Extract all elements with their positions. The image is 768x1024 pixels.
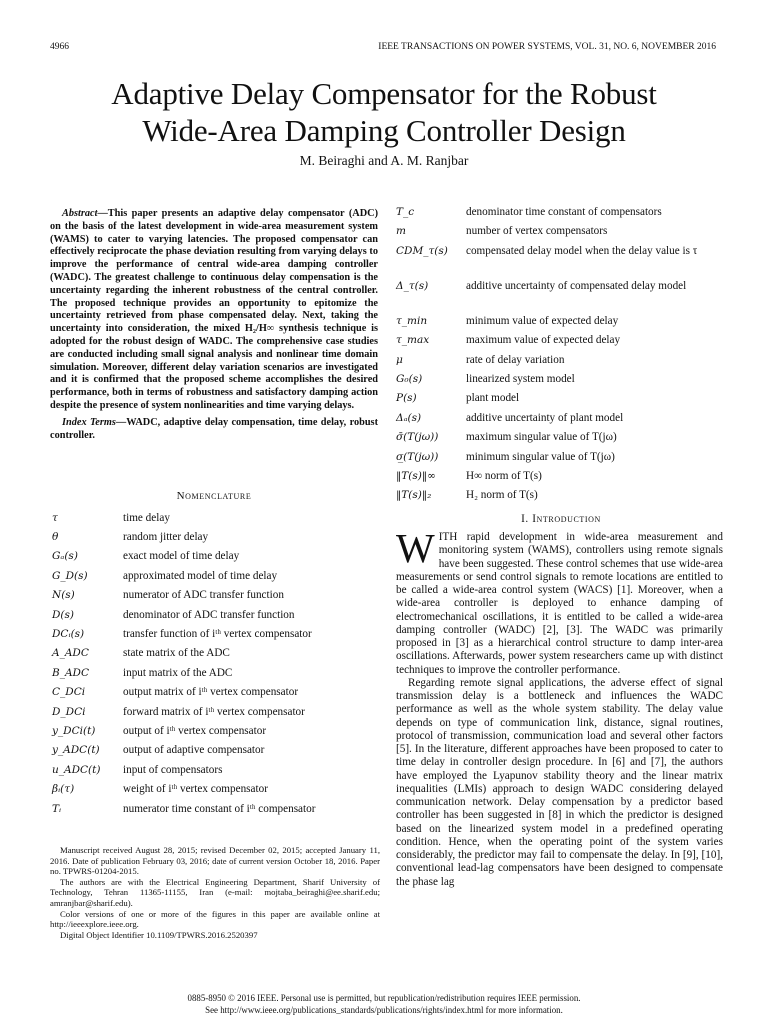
nomenclature-symbol: u_ADC(t)	[52, 763, 101, 776]
intro-paragraph-2: Regarding remote signal applications, the adverse effect of signal transmission delay is a bottleneck and influences the WADC performance as well as the whole system stability. The delay value depends on type of communication link, distance, signal routines, protocol of transmission, communication load and several other factors [5]. In the literature, different approaches have been proposed to cater to time delay in controller design procedure. In [6] and [7], the authors have employed the Lyapunov stability theory and the linear matrix inequalities (LMIs) approach to design WADC considering delayed communication network. Delay compensation by a predictor based controller has been suggested in [8] in which the predictor is designed based on the linearized system model in a predefined operating condition. Hence, when the operating point of the system varies considerably, the predictor may fail to compensate the delay. In [9], [10], conventional lead-lag compensators have been designed to compensate the phase lag	[396, 676, 723, 888]
footnote-manuscript: Manuscript received August 28, 2015; revised December 02, 2015; accepted January 11, 2016. Date of publication February 03, 2016; date of current version October 18, 2016. Paper no. TPWRS-01204-2015.	[50, 845, 380, 877]
nomenclature-definition: H∞ norm of T(s)	[466, 469, 542, 482]
nomenclature-definition: numerator of ADC transfer function	[123, 589, 284, 602]
nomenclature-definition: minimum value of expected delay	[466, 314, 619, 327]
nomenclature-symbol: P(s)	[396, 392, 417, 405]
nomenclature-definition: output of iᵗʰ vertex compensator	[123, 724, 267, 737]
nomenclature-symbol: T_c	[396, 206, 415, 218]
page-number: 4966	[50, 42, 69, 52]
footnotes	[50, 845, 380, 940]
abstract	[50, 208, 378, 442]
nomenclature-symbol: N(s)	[52, 589, 75, 602]
footnote-authors: The authors are with the Electrical Engineering Department, Sharif University of Technology, Tehran 11365-11155, Iran (e-mail: mojtaba_beiraghi@ee.sharif.edu; amranjbar@sharif.edu).	[50, 876, 380, 908]
nomenclature-row	[52, 779, 382, 798]
nomenclature-definition: plant model	[466, 392, 520, 405]
nomenclature-definition: forward matrix of iᵗʰ vertex compensator	[123, 705, 305, 718]
nomenclature-symbol: θ	[52, 531, 59, 544]
abstract-label: Abstract	[62, 208, 98, 219]
nomenclature-row	[396, 370, 726, 389]
nomenclature-definition: output matrix of iᵗʰ vertex compensator	[123, 686, 299, 699]
copyright-notice	[0, 993, 768, 1016]
nomenclature-title: Nomenclature	[176, 490, 252, 502]
section-title-introduction: I. Introduction	[521, 513, 601, 525]
nomenclature-symbol: Gₐ(s)	[52, 550, 78, 563]
nomenclature-definition: number of vertex compensators	[466, 225, 608, 238]
nomenclature-definition: time delay	[123, 511, 170, 524]
index-terms-text: —WADC, adaptive delay compensation, time delay, robust controller.	[50, 416, 378, 441]
nomenclature-symbol: τ	[52, 511, 58, 524]
nomenclature-row	[396, 389, 726, 408]
footnote-doi: Digital Object Identifier 10.1109/TPWRS.2016.2520397	[60, 929, 258, 940]
nomenclature-symbol: CDM_τ(s)	[396, 244, 448, 257]
abstract-text: —This paper presents an adaptive delay compensator (ADC) on the basis of the latest development in wide-area measurement system (WAMS) to cater to varying latencies. The proposed compensator can effectively reciprocate the phase deviation resulting from varying delays to improve the performance of central wide-area damping controller (WADC). The greatest challenge to continuous delay compensation is the uncertainty regarding the inherent robustness of the central controller. The proposed technique provides an opportunity to epitomize the uncertainty retrieved from phase compensated delay. Next, taking the uncertainty into consideration, the mixed H₂/H∞ synthesis technique is adopted for the robust design of WADC. The comprehensive case studies are conducted including small signal analysis and nonlinear time domain simulation. Moreover, different delay variation scenarios are investigated and it is confirmed that the proposed scheme accomplishes the desired performance, both in terms of robustness and satisfactory damping action despite the presence of system nonlinearities and time varying delays.	[50, 208, 378, 411]
nomenclature-symbol: Δₐ(s)	[396, 411, 422, 424]
nomenclature-row	[396, 242, 726, 277]
nomenclature-definition: input matrix of the ADC	[123, 666, 233, 679]
nomenclature-list-left	[52, 508, 382, 818]
nomenclature-row	[52, 663, 382, 682]
nomenclature-definition: additive uncertainty of compensated delay model	[466, 279, 687, 292]
intro-paragraph-1	[396, 525, 723, 677]
nomenclature-definition: compensated delay model when the delay value is τ	[466, 244, 698, 257]
journal-header: IEEE TRANSACTIONS ON POWER SYSTEMS, VOL. 31, NO. 6, NOVEMBER 2016	[378, 42, 716, 52]
nomenclature-definition: rate of delay variation	[466, 353, 565, 366]
nomenclature-symbol: B_ADC	[52, 666, 90, 679]
nomenclature-definition: approximated model of time delay	[123, 569, 278, 582]
nomenclature-definition: minimum singular value of T(jω)	[466, 450, 615, 463]
nomenclature-symbol: ‖T(s)‖∞	[396, 469, 436, 482]
title-line-1: Adaptive Delay Compensator for the Robust	[111, 76, 657, 111]
nomenclature-row	[52, 702, 382, 721]
nomenclature-definition: additive uncertainty of plant model	[466, 411, 624, 424]
nomenclature-symbol: m	[396, 225, 406, 238]
copyright-line-2: See http://www.ieee.org/publications_standards/publications/rights/index.html for more information.	[205, 1004, 563, 1015]
nomenclature-row	[52, 741, 382, 760]
nomenclature-definition: H₂ norm of T(s)	[466, 489, 538, 502]
nomenclature-row	[396, 448, 726, 467]
nomenclature-definition: denominator of ADC transfer function	[123, 608, 295, 621]
nomenclature-row	[52, 605, 382, 624]
nomenclature-row	[52, 683, 382, 702]
nomenclature-symbol: μ	[396, 353, 403, 366]
nomenclature-symbol: y_ADC(t)	[52, 744, 100, 757]
nomenclature-definition: denominator time constant of compensators	[466, 206, 662, 218]
nomenclature-row	[396, 277, 726, 312]
nomenclature-symbol: D(s)	[52, 608, 74, 621]
nomenclature-symbol: σ̄(T(jω))	[396, 431, 439, 444]
nomenclature-symbol: G₀(s)	[396, 372, 423, 385]
nomenclature-symbol: Tᵢ	[52, 802, 62, 815]
nomenclature-row	[52, 566, 382, 585]
nomenclature-row	[396, 222, 726, 241]
nomenclature-symbol: σ̲(T(jω))	[396, 450, 439, 463]
nomenclature-symbol: y_DCi(t)	[52, 724, 96, 737]
nomenclature-list-right	[396, 203, 726, 506]
nomenclature-definition: maximum singular value of T(jω)	[466, 431, 617, 444]
nomenclature-row	[52, 586, 382, 605]
nomenclature-row	[396, 486, 726, 505]
nomenclature-row	[396, 203, 726, 222]
nomenclature-row	[396, 409, 726, 428]
nomenclature-row	[52, 644, 382, 663]
nomenclature-definition: maximum value of expected delay	[466, 334, 621, 347]
nomenclature-definition: state matrix of the ADC	[123, 647, 230, 660]
nomenclature-symbol: G_D(s)	[52, 569, 88, 582]
authors: M. Beiraghi and A. M. Ranjbar	[299, 153, 469, 168]
nomenclature-row	[52, 527, 382, 546]
nomenclature-definition: input of compensators	[123, 763, 223, 776]
nomenclature-row	[396, 312, 726, 331]
nomenclature-definition: transfer function of iᵗʰ vertex compensator	[123, 628, 312, 641]
footnote-color: Color versions of one or more of the figures in this paper are available online at http://ieeexplore.ieee.org.	[50, 908, 380, 930]
nomenclature-row	[396, 351, 726, 370]
nomenclature-definition: output of adaptive compensator	[123, 744, 265, 757]
nomenclature-definition: weight of iᵗʰ vertex compensator	[123, 783, 268, 796]
nomenclature-symbol: βᵢ(τ)	[52, 783, 75, 796]
paper-title	[40, 75, 728, 149]
nomenclature-row	[52, 721, 382, 740]
nomenclature-symbol: D_DCi	[52, 705, 86, 718]
nomenclature-definition: random jitter delay	[123, 531, 209, 544]
nomenclature-row	[52, 624, 382, 643]
copyright-line-1: 0885-8950 © 2016 IEEE. Personal use is permitted, but republication/redistribution requires IEEE permission.	[187, 993, 581, 1003]
nomenclature-symbol: Δ_τ(s)	[396, 279, 429, 292]
nomenclature-row	[396, 331, 726, 350]
nomenclature-definition: linearized system model	[466, 372, 575, 385]
intro-paragraph-1-text: ITH rapid development in wide-area measurement and monitoring system (WAMS), controllers using remote signals have been suggested. These control schemes that use wide-area measurements or send control signals to remote locations are entitled to be called a wide-area control system (WACS) [1]. Moreover, when a wide-area controller is deployed to enhance damping of electromechanical oscillations, it is entitled to be called a wide-area damping controller (WADC) [2], [3]. The WADC was primarily proposed in [3] as a hierarchical control structure to damp inter-area oscillations. Afterwards, power system researchers came up with distinct techniques to improve the controller performance.	[396, 531, 723, 676]
nomenclature-row	[52, 547, 382, 566]
introduction-body	[396, 525, 723, 889]
nomenclature-symbol: C_DCi	[52, 686, 86, 699]
nomenclature-definition: numerator time constant of iᵗʰ compensator	[123, 802, 316, 815]
nomenclature-symbol: ‖T(s)‖₂	[396, 489, 432, 502]
nomenclature-symbol: τ_max	[396, 334, 430, 347]
nomenclature-symbol: τ_min	[396, 314, 428, 327]
nomenclature-row	[52, 508, 382, 527]
nomenclature-definition: exact model of time delay	[123, 550, 240, 563]
index-terms-label: Index Terms	[62, 416, 116, 428]
nomenclature-row	[396, 428, 726, 447]
nomenclature-symbol: A_ADC	[52, 647, 89, 660]
title-line-2: Wide-Area Damping Controller Design	[142, 113, 626, 148]
nomenclature-row	[52, 760, 382, 779]
nomenclature-row	[52, 799, 382, 818]
dropcap: W	[396, 525, 435, 571]
nomenclature-row	[396, 467, 726, 486]
nomenclature-symbol: DCᵢ(s)	[52, 628, 85, 641]
